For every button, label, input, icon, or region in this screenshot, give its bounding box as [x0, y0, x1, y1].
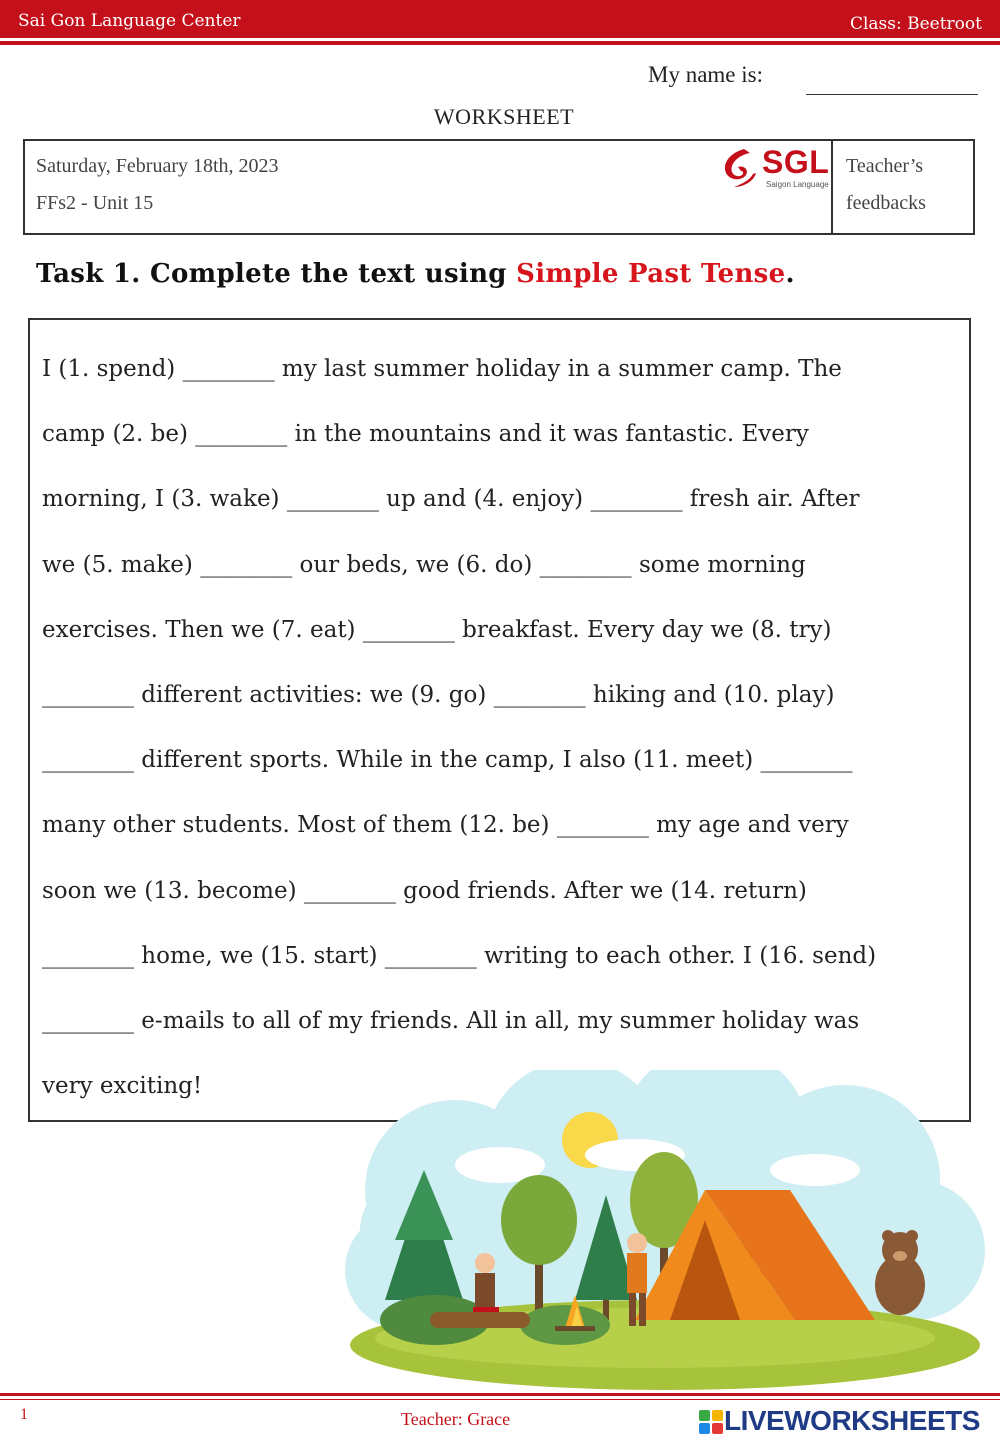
- top-banner-rule: [0, 41, 1000, 45]
- info-box-divider: [831, 139, 833, 235]
- passage-line: we (5. make) ________ our beds, we (6. do) ________ some morning: [42, 551, 806, 578]
- feedback-label-line2: feedbacks: [846, 192, 926, 214]
- center-name: Sai Gon Language Center: [18, 11, 241, 31]
- passage-text: [42, 337, 962, 1119]
- logo-text: SGL: [762, 144, 830, 180]
- liveworksheets-brand[interactable]: LIVEWORKSHEETS: [724, 1405, 980, 1436]
- footer-rule-thin: [0, 1399, 1000, 1400]
- passage-line: morning, I (3. wake) ________ up and (4. enjoy) ________ fresh air. After: [42, 486, 860, 513]
- worksheet-title: WORKSHEET: [433, 104, 575, 129]
- passage-line: ________ home, we (15. start) ________ writing to each other. I (16. send): [42, 942, 877, 969]
- worksheet-unit: FFs2 - Unit 15: [36, 192, 154, 214]
- passage-line: very exciting!: [42, 1073, 203, 1100]
- passage-line: I (1. spend) ________ my last summer holiday in a summer camp. The: [42, 356, 842, 382]
- passage-line: soon we (13. become) ________ good friends. After we (14. return): [42, 877, 807, 904]
- passage-line: camp (2. be) ________ in the mountains and it was fantastic. Every: [42, 421, 809, 448]
- feedback-label-line1: Teacher’s: [846, 155, 924, 177]
- task-highlight: Simple Past Tense: [516, 259, 786, 289]
- passage-line: ________ different sports. While in the camp, I also (11. meet) ________: [42, 747, 853, 774]
- passage-line: ________ different activities: we (9. go) ________ hiking and (10. play): [42, 682, 835, 709]
- top-banner: [0, 0, 1000, 38]
- my-name-label: My name is:: [648, 62, 763, 87]
- passage-line: ________ e-mails to all of my friends. All in all, my summer holiday was: [42, 1008, 860, 1035]
- task-suffix: .: [785, 259, 795, 289]
- class-label: Class: Beetroot: [849, 14, 982, 34]
- camping-illustration: [335, 1070, 985, 1390]
- my-name-input-line[interactable]: [806, 94, 978, 95]
- passage-line: exercises. Then we (7. eat) ________ breakfast. Every day we (8. try): [42, 616, 832, 643]
- task-prefix: Task 1. Complete the text using: [36, 259, 517, 289]
- teacher-name: Teacher: Grace: [401, 1409, 511, 1429]
- worksheet-date: Saturday, February 18th, 2023: [36, 155, 279, 177]
- task-heading: [36, 259, 795, 289]
- page-number: 1: [20, 1406, 28, 1423]
- footer-rule: [0, 1393, 1000, 1396]
- liveworksheets-logo-icon: [698, 1409, 724, 1435]
- log-icon: [430, 1312, 530, 1328]
- passage-line: many other students. Most of them (12. be) ________ my age and very: [42, 812, 849, 839]
- logo-subtext: Saigon Language: [766, 180, 829, 189]
